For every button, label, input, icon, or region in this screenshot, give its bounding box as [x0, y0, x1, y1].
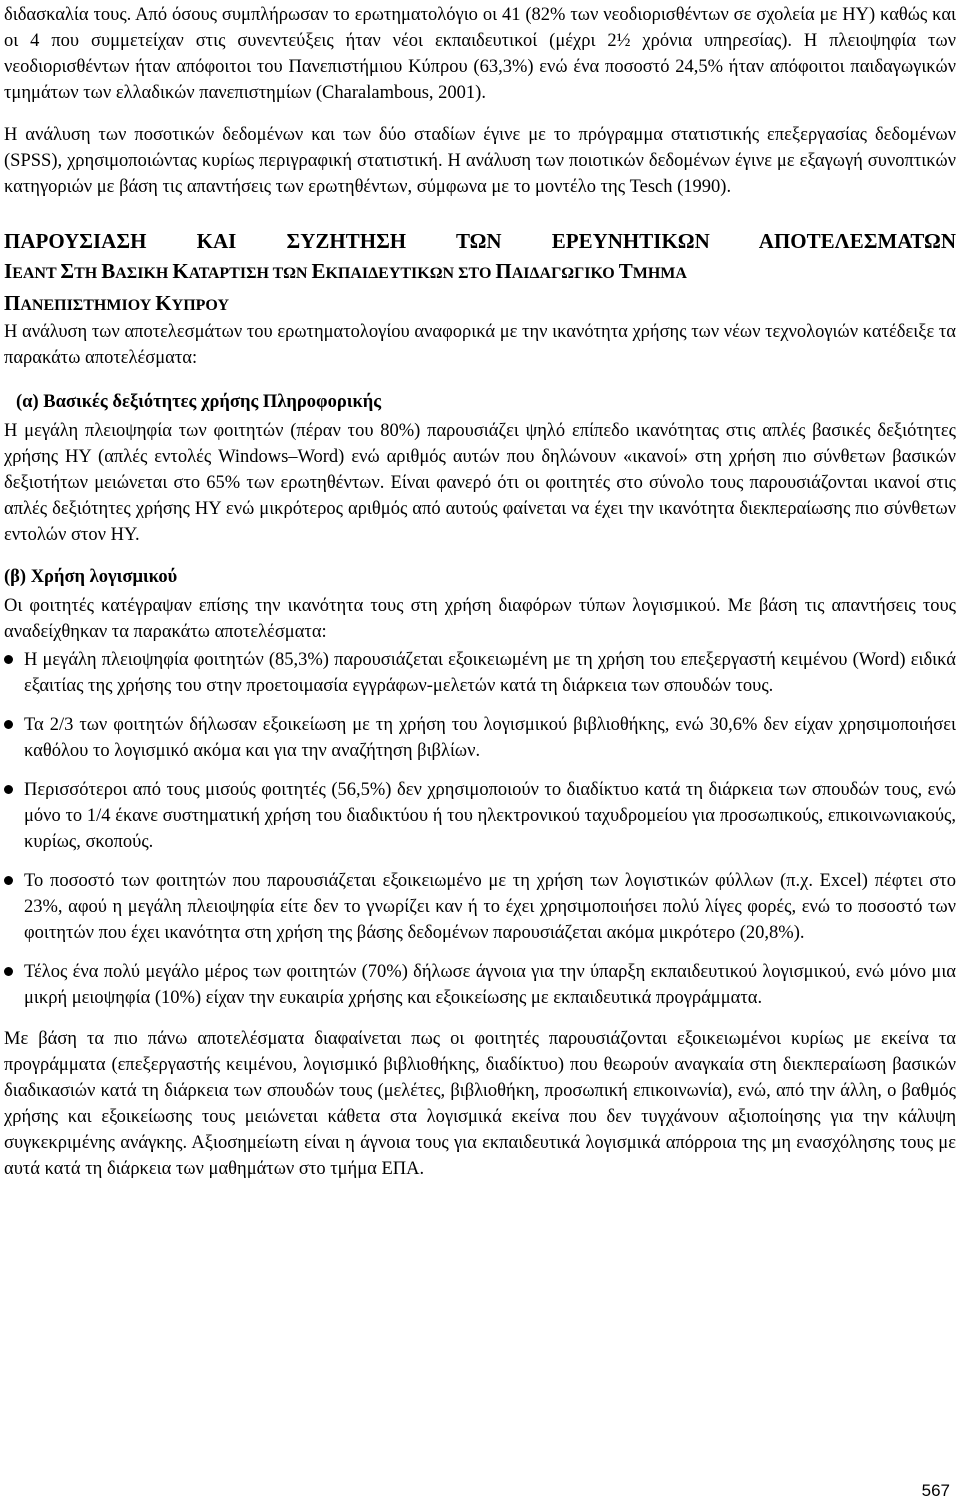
title-part: ΕΑΝΤ	[12, 265, 61, 282]
heading-software-use: (β) Χρήση λογισμικού	[4, 567, 178, 587]
list-item	[4, 647, 956, 699]
paragraph-conclusion: Με βάση τα πιο πάνω αποτελέσματα διαφαίνεται πως οι φοιτητές παρουσιάζονται εξοικειωμένοι κυρίως με εκείνα τα προγράμματα (επεξεργαστής κειμένου, λογισμικό βιβλιοθήκης, διαδίκτυο) που θεωρούν αναγκαία στη διεκπεραίωση βασικών διαδικασιών κατά τη διάρκεια των σπουδών τους (μελέτες, βιβλιοθήκη, προσωπική επικοινωνία), ενώ, από την άλλη, ο βαθμός χρήσης και εξοικείωσης τους μειώνεται κάθετα στα λογισμικά εκείνα που δεν τυγχάνουν αξιοποίησης για την κάλυψη συγκεκριμένης ανάγκης. Αξιοσημείωτη είναι η άγνοια τους για εκπαιδευτικά λογισμικά απόρροια της μη ενασχόλησης τους με αυτά κατά τη διάρκεια των μαθημάτων στο τμήμα ΕΠΑ.	[4, 1029, 956, 1179]
list-item	[4, 868, 956, 946]
bullet-icon	[4, 876, 13, 885]
section-title-line2	[4, 258, 956, 287]
title-part: Κ	[172, 259, 189, 283]
paragraph-results-intro: Η ανάλυση των αποτελεσμάτων του ερωτηματολογίου αναφορικά με την ικανότητα χρήσης των νέων τεχνολογιών κατέδειξε τα παρακάτω αποτελέσματα:	[4, 322, 956, 368]
title-part: Τ	[618, 259, 633, 283]
section-title-line3	[4, 290, 956, 319]
title-part: ΑΙΔΑΓΩΓΙΚΟ	[511, 265, 619, 282]
paragraph-basic-skills: Η μεγάλη πλειοψηφία των φοιτητών (πέραν του 80%) παρουσιάζει ψηλό επίπεδο ικανότητας στις απλές βασικές δεξιότητες χρήσης ΗΥ (απλές εντολές Windows–Word) ενώ αριθμός αυτών που δηλώνουν «ικανοί» στη χρήση πιο σύνθετων βασικών δεξιοτήτων μειώνεται στο 65% των ερωτηθέντων. Είναι φανερό ότι οι φοιτητές στο σύνολο τους παρουσιάζονται ικανοί στις απλές δεξιότητες χρήσης ΗΥ ενώ μικρότερος αριθμός από αυτούς φαίνεται να έχει την ικανότητα διεκπεραίωσης πιο σύνθετων εντολών στον ΗΥ.	[4, 421, 956, 545]
document-page	[4, 0, 956, 1504]
list-item-text: Τα 2/3 των φοιτητών δήλωσαν εξοικείωση με τη χρήση του λογισμικού βιβλιοθήκης, ενώ 30,6% δεν είχαν χρησιμοποιήσει καθόλου το λογισμικό ακόμα και για την αναζήτηση βιβλίων.	[24, 715, 956, 761]
list-item	[4, 777, 956, 855]
page-number: 567	[921, 1481, 950, 1500]
list-item-text: Η μεγάλη πλειοψηφία φοιτητών (85,3%) παρουσιάζεται εξοικειωμένη με τη χρήση του επεξεργαστή κειμένου (Word) ειδικά εξαιτίας της χρήσης του στην προετοιμασία εγγράφων-μελετών κατά τη διάρκεια των σπουδών τους.	[24, 650, 956, 696]
results-bullet-list	[4, 647, 956, 1011]
title-part: ΑΤΑΡΤΙΣΗ ΤΩΝ	[188, 265, 312, 282]
paragraph-methods: Η ανάλυση των ποσοτικών δεδομένων και των δύο σταδίων έγινε με το πρόγραμμα στατιστικής επεξεργασίας δεδομένων (SPSS), χρησιμοποιώντας κυρίως περιγραφική στατιστική. Η ανάλυση των ποιοτικών δεδομένων έγινε με εξαγωγή συνοπτικών κατηγοριών με βάση τις απαντήσεις των ερωτηθέντων, σύμφωνα με το μοντέλο της Tesch (1990).	[4, 125, 956, 197]
bullet-icon	[4, 967, 13, 976]
title-part: ΤΗ	[74, 265, 102, 282]
title-part: ΑΣΙΚΗ	[115, 265, 173, 282]
title-part: Ε	[311, 259, 326, 283]
bullet-icon	[4, 720, 13, 729]
title-part: ΥΠΡΟΥ	[171, 297, 229, 314]
title-part: Κ	[155, 291, 172, 315]
title-part: Π	[495, 259, 512, 283]
title-part: ΑΝΕΠΙΣΤΗΜΙΟΥ	[20, 297, 156, 314]
title-part: Β	[101, 259, 116, 283]
list-item-text: Τέλος ένα πολύ μεγάλο μέρος των φοιτητών (70%) δήλωσε άγνοια για την ύπαρξη εκπαιδευτικού λογισμικού, ενώ μόνο μια μικρή μειοψηφία (10%) είχαν την ευκαιρία χρήσης και εξοικείωσης με εκπαιδευτικά προγράμματα.	[24, 962, 956, 1008]
title-part: Σ	[60, 259, 75, 283]
list-item-text: Περισσότεροι από τους μισούς φοιτητές (56,5%) δεν χρησιμοποιούν το διαδίκτυο κατά τη διάρκεια των σπουδών τους, ενώ μόνο το 1/4 έκανε συστηματική χρήση του διαδικτύου ή του ηλεκτρονικού ταχυδρομείου για προσωπικούς, επικοινωνιακούς, κυρίως, σκοπούς.	[24, 780, 956, 852]
title-part: ΜΗΜΑ	[632, 265, 687, 282]
bullet-icon	[4, 785, 13, 794]
paragraph-intro: διδασκαλία τους. Από όσους συμπλήρωσαν το ερωτηματολόγιο οι 41 (82% των νεοδιορισθέντων σε σχολεία με ΗΥ) καθώς και οι 4 που συμμετείχαν στις συνεντεύξεις ήταν νέοι εκπαιδευτικοί (μέχρι 2½ χρόνια υπηρεσίας). Η πλειοψηφία των νεοδιορισθέντων ήταν απόφοιτοι του Πανεπιστήμιου Κύπρου (63,3%) ενώ ένα ποσοστό 24,5% ήταν απόφοιτοι παιδαγωγικών τμημάτων των ελλαδικών πανεπιστημίων (Charalambous, 2001).	[4, 5, 956, 103]
title-part: Ι	[4, 259, 13, 283]
bullet-icon	[4, 655, 13, 664]
list-item	[4, 959, 956, 1011]
heading-basic-skills: (α) Βασικές δεξιότητες χρήσης Πληροφορικής	[16, 392, 382, 412]
title-part: ΚΠΑΙΔΕΥΤΙΚΩΝ ΣΤΟ	[325, 265, 496, 282]
list-item	[4, 712, 956, 764]
list-item-text: Το ποσοστό των φοιτητών που παρουσιάζεται εξοικειωμένο με τη χρήση των λογιστικών φύλλων (π.χ. Excel) πέφτει στο 23%, αφού η μεγάλη πλειοψηφία είτε δεν το γνωρίζει καν ή το έχει χρησιμοποιήσει πολύ λίγες φορές, ενώ το ποσοστό των φοιτητών που έχει ικανότητα στη χρήση της βάσης δεδομένων παρουσιάζεται ακόμα μικρότερο (20,8%).	[24, 871, 956, 943]
paragraph-software-use: Οι φοιτητές κατέγραψαν επίσης την ικανότητα τους στη χρήση διαφόρων τύπων λογισμικού. Με βάση τις απαντήσεις τους αναδείχθηκαν τα παρακάτω αποτελέσματα:	[4, 596, 956, 642]
title-part: Π	[4, 291, 21, 315]
section-title: ΠΑΡΟΥΣΙΑΣΗ ΚΑΙ ΣΥΖΗΤΗΣΗ ΤΩΝ ΕΡΕΥΝΗΤΙΚΩΝ ΑΠΟΤΕΛΕΣΜΑΤΩΝ	[4, 229, 956, 253]
